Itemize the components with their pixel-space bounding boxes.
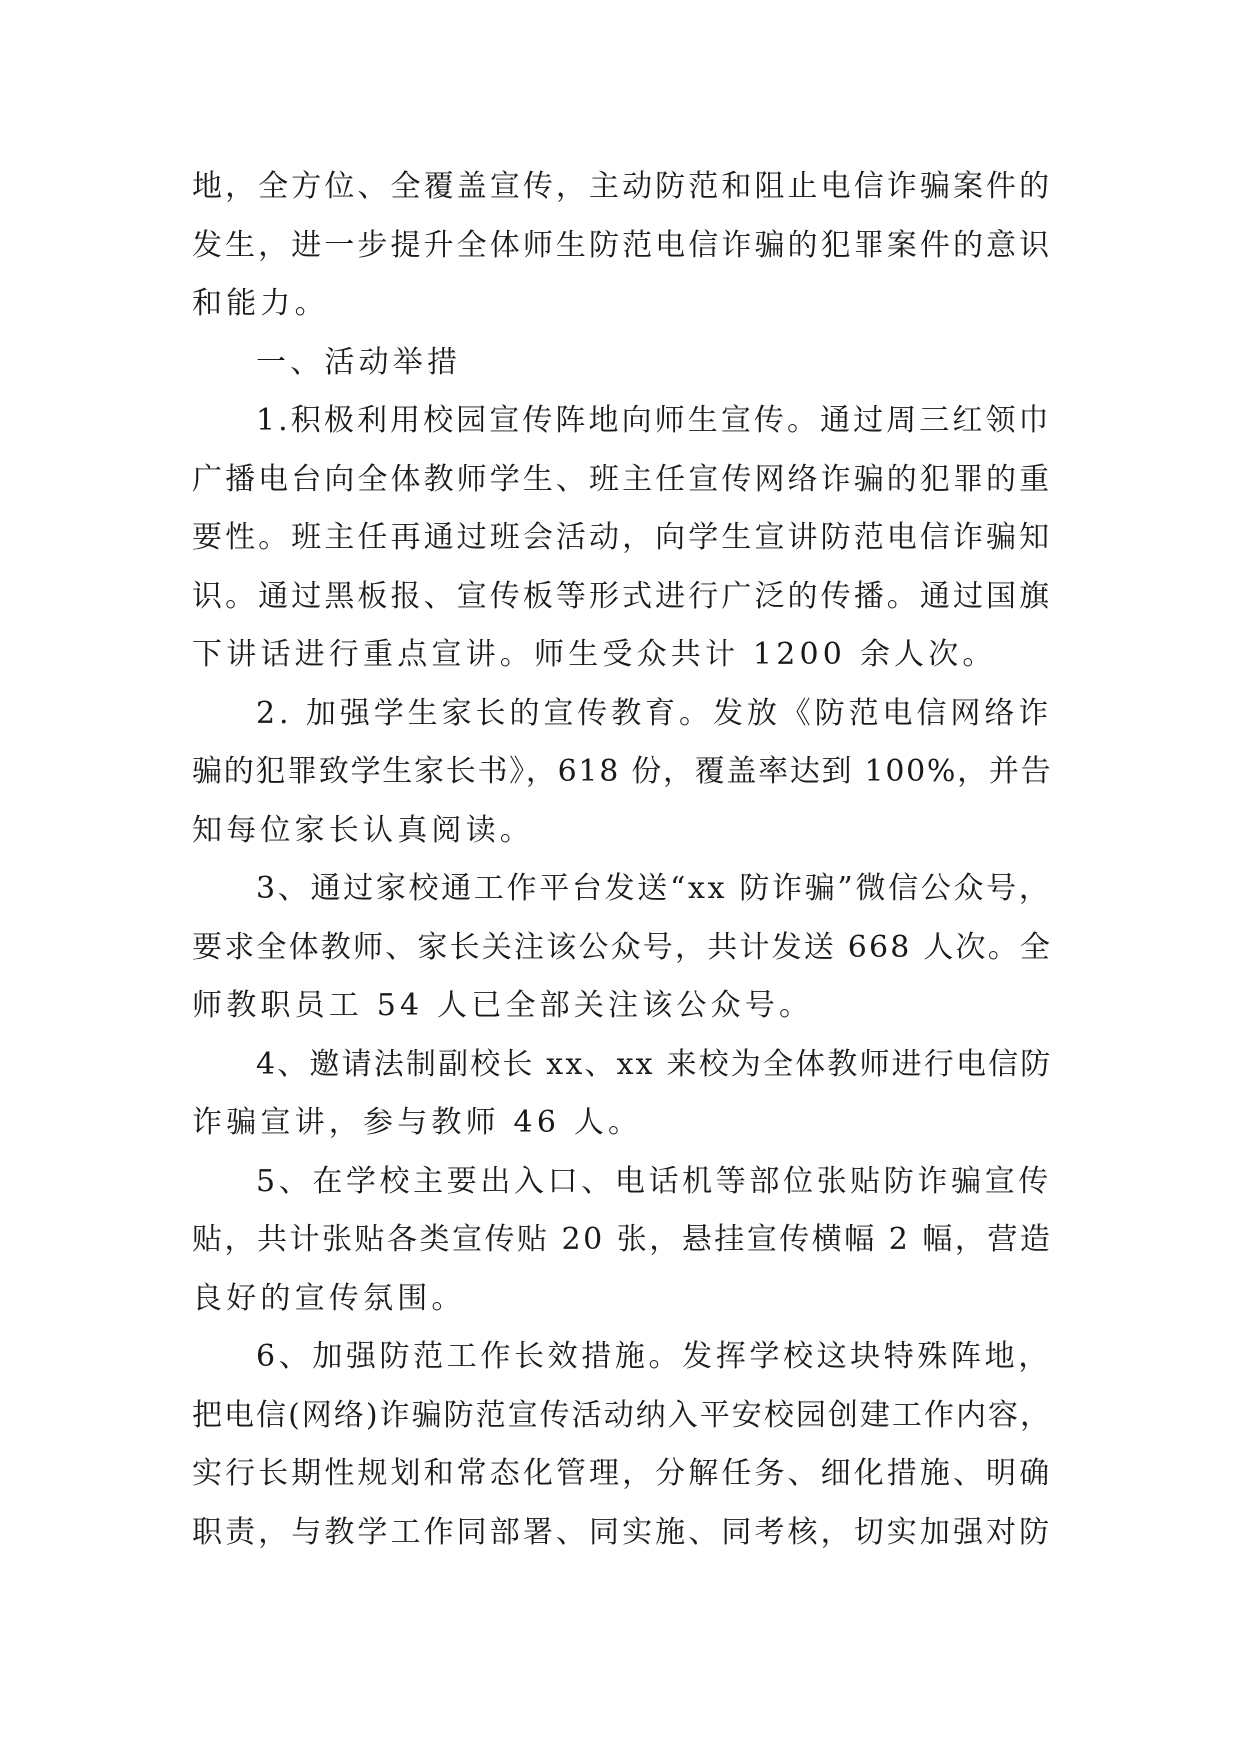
text-line: 地，全方位、全覆盖宣传，主动防范和阻止电信诈骗案件的 <box>192 169 1053 204</box>
text-line: 师教职员工 54 人已全部关注该公众号。 <box>192 988 814 1023</box>
text-line: 6、加强防范工作长效措施。发挥学校这块特殊阵地， <box>256 1339 1052 1374</box>
text-line: 良好的宣传氛围。 <box>192 1280 466 1316</box>
document-body <box>192 158 1052 1562</box>
text-line: 下讲话进行重点宣讲。师生受众共计 1200 余人次。 <box>192 637 997 672</box>
paragraph-item-5 <box>192 1153 1052 1329</box>
text-line: 实行长期性规划和常态化管理，分解任务、细化措施、明确 <box>192 1456 1053 1491</box>
text-line: 3、通过家校通工作平台发送“xx 防诈骗”微信公众号， <box>256 871 1052 906</box>
paragraph-item-6 <box>192 1328 1052 1562</box>
paragraph-item-1 <box>192 392 1052 685</box>
text-line: 和能力。 <box>192 286 329 321</box>
text-line: 识。通过黑板报、宣传板等形式进行广泛的传播。通过国旗 <box>192 578 1053 614</box>
text-line: 4、邀请法制副校长 xx、xx 来校为全体教师进行电信防 <box>256 1046 1053 1082</box>
paragraph-item-2 <box>192 685 1052 861</box>
text-line: 2. 加强学生家长的宣传教育。发放《防范电信网络诈 <box>256 695 1053 731</box>
section-heading: 一、活动举措 <box>256 344 462 380</box>
text-line: 5、在学校主要出入口、电话机等部位张贴防诈骗宣传 <box>256 1163 1052 1199</box>
paragraph-intro-continuation <box>192 158 1052 334</box>
text-line: 把电信(网络)诈骗防范宣传活动纳入平安校园创建工作内容， <box>192 1397 1053 1433</box>
text-line: 广播电台向全体教师学生、班主任宣传网络诈骗的犯罪的重 <box>192 461 1053 497</box>
text-line: 诈骗宣讲，参与教师 46 人。 <box>192 1105 643 1140</box>
text-line: 要求全体教师、家长关注该公众号，共计发送 668 人次。全 <box>192 929 1053 965</box>
text-line: 贴，共计张贴各类宣传贴 20 张，悬挂宣传横幅 2 幅，营造 <box>192 1222 1053 1257</box>
text-line: 职责，与教学工作同部署、同实施、同考核，切实加强对防 <box>192 1514 1053 1550</box>
text-line: 知每位家长认真阅读。 <box>192 812 534 848</box>
text-line: 1.积极利用校园宣传阵地向师生宣传。通过周三红领巾 <box>256 403 1052 438</box>
text-line: 发生，进一步提升全体师生防范电信诈骗的犯罪案件的意识 <box>192 227 1053 263</box>
paragraph-item-4 <box>192 1036 1052 1153</box>
text-line: 骗的犯罪致学生家长书》，618 份，覆盖率达到 100%，并告 <box>192 754 1053 789</box>
section-heading-activity-measures <box>192 334 1052 393</box>
text-line: 要性。班主任再通过班会活动，向学生宣讲防范电信诈骗知 <box>192 520 1053 555</box>
paragraph-item-3 <box>192 860 1052 1036</box>
